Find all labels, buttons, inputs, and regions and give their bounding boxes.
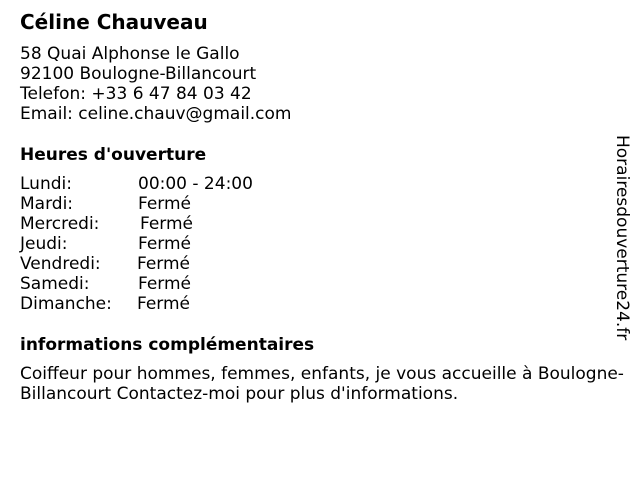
day-label: Vendredi: xyxy=(20,254,101,274)
business-name: Céline Chauveau xyxy=(20,10,208,34)
opening-hours-heading: Heures d'ouverture xyxy=(20,145,207,165)
time-value: Fermé xyxy=(140,214,194,234)
time-value: 00:00 - 24:00 xyxy=(138,174,253,194)
address-city: 92100 Boulogne-Billancourt xyxy=(20,64,257,84)
email-address: Email: celine.chauv@gmail.com xyxy=(20,104,292,124)
day-label: Mercredi: xyxy=(20,214,100,234)
time-value: Fermé xyxy=(138,274,192,294)
day-label: Dimanche: xyxy=(20,294,112,314)
time-value: Fermé xyxy=(137,254,191,274)
phone-number: Telefon: +33 6 47 84 03 42 xyxy=(20,84,252,104)
time-value: Fermé xyxy=(138,234,192,254)
time-value: Fermé xyxy=(137,294,191,314)
day-label: Mardi: xyxy=(20,194,74,214)
additional-info-heading: informations complémentaires xyxy=(20,335,315,355)
day-label: Lundi: xyxy=(20,174,72,194)
day-label: Samedi: xyxy=(20,274,90,294)
address-street: 58 Quai Alphonse le Gallo xyxy=(20,44,240,64)
additional-info-text: Coiffeur pour hommes, femmes, enfants, je vous accueille à Boulogne-Billancourt Contactez-moi pour plus d'informations. xyxy=(20,364,624,404)
time-value: Fermé xyxy=(138,194,192,214)
day-label: Jeudi: xyxy=(20,234,68,254)
site-watermark: Horairesdouverture24.fr xyxy=(612,135,632,341)
